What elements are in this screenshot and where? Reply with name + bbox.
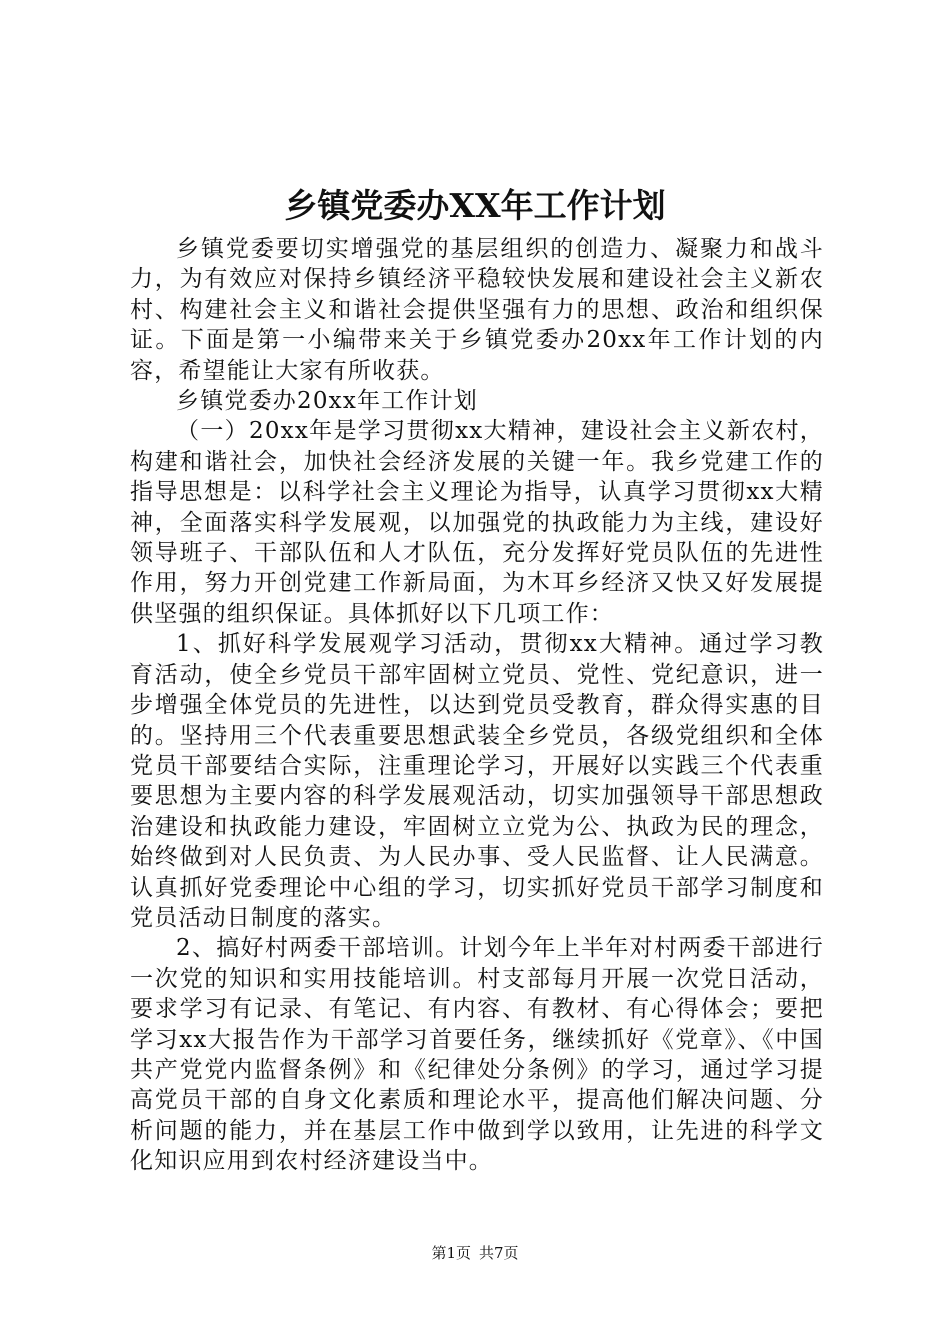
page-total: 共7页 bbox=[479, 1244, 519, 1262]
page-footer bbox=[0, 1243, 950, 1263]
page-number: 第1页 bbox=[431, 1244, 471, 1262]
section-heading: 乡镇党委办20xx年工作计划 bbox=[176, 388, 479, 415]
document-title: 乡镇党委办XX年工作计划 bbox=[284, 186, 666, 225]
body-paragraph: 1、抓好科学发展观学习活动，贯彻xx大精神。通过学习教育活动，使全乡党员干部牢固树立党员、党性、党纪意识，进一步增强全体党员的先进性，以达到党员受教育，群众得实惠的目的。坚持用三个代表重要思想武装全乡党员，各级党组织和全体党员干部要结合实际，注重理论学习，开展好以实践三个代表重要思想为主要内容的科学发展观活动，切实加强领导干部思想政治建设和执政能力建设，牢固树立立党为公、执政为民的理念，始终做到对人民负责、为人民办事、受人民监督、让人民满意。认真抓好党委理论中心组的学习，切实抓好党员干部学习制度和党员活动日制度的落实。 bbox=[130, 631, 824, 931]
body-paragraph: 2、搞好村两委干部培训。计划今年上半年对村两委干部进行一次党的知识和实用技能培训。村支部每月开展一次党日活动，要求学习有记录、有笔记、有内容、有教材、有心得体会；要把学习xx大报告作为干部学习首要任务，继续抓好《党章》、《中国共产党党内监督条例》和《纪律处分条例》的学习，通过学习提高党员干部的自身文化素质和理论水平，提高他们解决问题、分析问题的能力，并在基层工作中做到学以致用，让先进的科学文化知识应用到农村经济建设当中。 bbox=[130, 935, 824, 1175]
intro-paragraph: 乡镇党委要切实增强党的基层组织的创造力、凝聚力和战斗力，为有效应对保持乡镇经济平稳较快发展和建设社会主义新农村、构建社会主义和谐社会提供坚强有力的思想、政治和组织保证。下面是第一小编带来关于乡镇党委办20xx年工作计划的内容，希望能让大家有所收获。 bbox=[130, 236, 824, 384]
document-body bbox=[130, 234, 824, 1177]
body-paragraph: （一）20xx年是学习贯彻xx大精神，建设社会主义新农村，构建和谐社会，加快社会经济发展的关键一年。我乡党建工作的指导思想是：以科学社会主义理论为指导，认真学习贯彻xx大精神，全面落实科学发展观，以加强党的执政能力为主线，建设好领导班子、干部队伍和人才队伍，充分发挥好党员队伍的先进性作用，努力开创党建工作新局面，为木耳乡经济又快又好发展提供坚强的组织保证。具体抓好以下几项工作： bbox=[130, 418, 824, 627]
